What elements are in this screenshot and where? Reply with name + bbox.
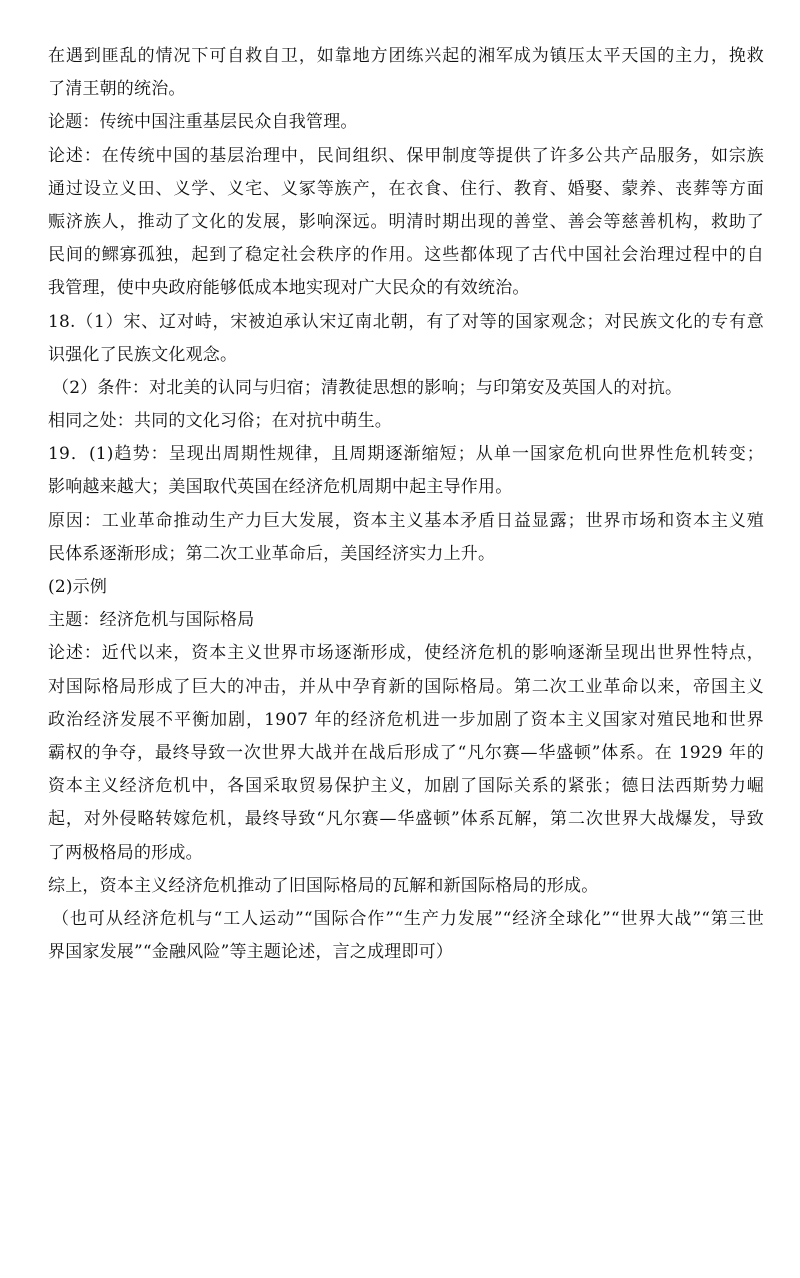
text-line: 赈济族人，推动了文化的发展，影响深远。明清时期出现的善堂、善会等慈善机构，救助了 <box>48 211 764 232</box>
text-line: 通过设立义田、义学、义宅、义冢等族产，在衣食、住行、教育、婚娶、蒙养、丧葬等方面 <box>48 178 764 199</box>
text-line: 影响越来越大；美国取代英国在经济危机周期中起主导作用。 <box>48 477 513 498</box>
text-line: 主题：经济危机与国际格局 <box>48 610 255 631</box>
text-line: (2)示例 <box>48 577 108 597</box>
text-line: 19．(1)趋势：呈现出周期性规律，且周期逐渐缩短；从单一国家危机向世界性危机转变； <box>48 444 764 465</box>
text-line: 界国家发展”“金融风险”等主题论述，言之成理即可） <box>48 942 454 963</box>
text-line: 民间的鳏寡孤独，起到了稳定社会秩序的作用。这些都体现了古代中国社会治理过程中的自 <box>48 245 764 266</box>
text-line: 了清王朝的统治。 <box>48 79 186 100</box>
text-line: 综上，资本主义经济危机推动了旧国际格局的瓦解和新国际格局的形成。 <box>48 875 599 896</box>
text-line: 原因：工业革命推动生产力巨大发展，资本主义基本矛盾日益显露；世界市场和资本主义殖 <box>48 510 764 531</box>
text-line: 政治经济发展不平衡加剧，1907 年的经济危机进一步加剧了资本主义国家对殖民地和世界 <box>48 709 764 730</box>
text-line: （2）条件：对北美的认同与归宿；清教徒思想的影响；与印第安及英国人的对抗。 <box>52 377 683 398</box>
text-line: 我管理，使中央政府能够低成本地实现对广大民众的有效统治。 <box>48 278 530 299</box>
text-line: 识强化了民族文化观念。 <box>48 344 238 365</box>
text-line: 论题：传统中国注重基层民众自我管理。 <box>48 112 358 133</box>
text-line: 论述：在传统中国的基层治理中，民间组织、保甲制度等提供了许多公共产品服务，如宗族 <box>48 145 764 166</box>
text-line: 资本主义经济危机中，各国采取贸易保护主义，加剧了国际关系的紧张；德日法西斯势力崛 <box>48 776 764 797</box>
text-line: 民体系逐渐形成；第二次工业革命后，美国经济实力上升。 <box>48 543 496 564</box>
document-page <box>48 40 764 969</box>
text-line: 18.（1）宋、辽对峙，宋被迫承认宋辽南北朝，有了对等的国家观念；对民族文化的专有意 <box>48 311 764 332</box>
text-line: 在遇到匪乱的情况下可自救自卫，如靠地方团练兴起的湘军成为镇压太平天国的主力，挽救 <box>48 46 764 66</box>
text-line: 霸权的争夺，最终导致一次世界大战并在战后形成了“凡尔赛—华盛顿”体系。在 1929 年的 <box>48 742 764 763</box>
text-line: 了两极格局的形成。 <box>48 842 203 863</box>
text-line: 论述：近代以来，资本主义世界市场逐渐形成，使经济危机的影响逐渐呈现出世界性特点， <box>48 643 764 664</box>
text-line: 对国际格局形成了巨大的冲击，并从中孕育新的国际格局。第二次工业革命以来，帝国主义 <box>48 676 764 697</box>
text-line: （也可从经济危机与“工人运动”“国际合作”“生产力发展”“经济全球化”“世界大战”“第三世 <box>52 908 764 929</box>
text-line: 起，对外侵略转嫁危机，最终导致“凡尔赛—华盛顿”体系瓦解，第二次世界大战爆发，导致 <box>48 809 764 830</box>
text-line: 相同之处：共同的文化习俗；在对抗中萌生。 <box>48 411 392 432</box>
